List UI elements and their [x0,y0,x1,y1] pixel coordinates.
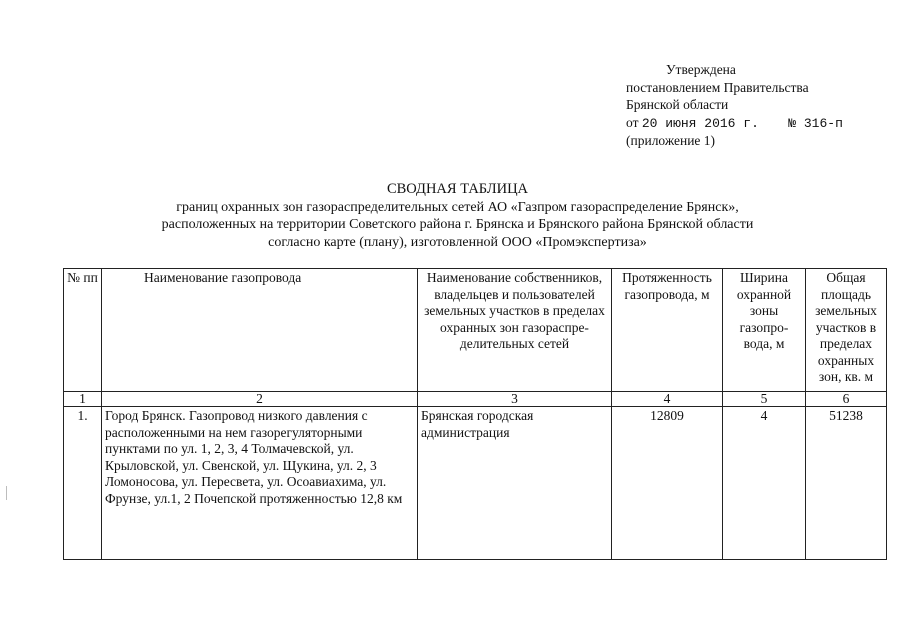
column-number-row [64,392,887,407]
column-number: 3 [418,392,612,407]
approval-date: 20 июня 2016 г. [641,115,759,131]
document-heading [90,181,825,251]
table-header-row [64,269,887,392]
header-length: Протяженность газопровода, м [612,269,723,392]
document-subtitle-line2: расположенных на территории Советского района г. Брянска и Брянского района Брянской области [161,217,754,232]
column-number: 2 [102,392,418,407]
row-length: 12809 [612,407,723,560]
column-number: 4 [612,392,723,407]
column-number: 5 [723,392,806,407]
header-pipeline-name: Наименование газопровода [102,269,418,392]
header-number: № пп [64,269,102,392]
header-owners: Наименование собственников, владельцев и пользователей земельных участков в пределах охранных зон газораспре-делительных сетей [418,269,612,392]
document-subtitle-line1: границ охранных зон газораспределительных сетей АО «Газпром газораспределение Брянск», [176,199,739,215]
header-total-area: Общая площадь земельных участков в пределах охранных зон, кв. м [806,269,887,392]
approval-date-prefix: от [626,114,639,130]
column-number: 6 [806,392,887,407]
margin-mark [6,486,7,500]
approval-stamp [626,61,843,150]
approval-number: № 316-п [788,115,843,131]
approval-appendix: (приложение 1) [626,133,716,148]
document-title: СВОДНАЯ ТАБЛИЦА [386,181,529,197]
column-number: 1 [64,392,102,407]
approval-line-approved: Утверждена [666,62,736,77]
row-pipeline-name: Город Брянск. Газопровод низкого давления с расположенными на нем газорегуляторными пунктами по ул. 1, 2, 3, 4 Толмачевской, ул. Крыловской, ул. Свенской, ул. Щукина, ул. 2, 3 Ломоносова, ул. Пересвета, ул. Осоавиахима, ул. Фрунзе, ул.1, 2 Почепской протяженностью 12,8 км [102,407,418,560]
document-subtitle-line3: согласно карте (плану), изготовленной ООО «Промэкспертиза» [268,234,647,250]
row-owners: Брянская городская администрация [418,407,612,560]
header-zone-width: Ширина охранной зоны газопро-вода, м [723,269,806,392]
row-total-area: 51238 [806,407,887,560]
approval-date-line [626,114,843,133]
approval-line-resolution: постановлением Правительства [626,79,809,95]
row-zone-width: 4 [723,407,806,560]
approval-line-region: Брянской области [626,97,729,112]
summary-table [63,268,887,560]
row-number: 1. [64,407,102,560]
table-row [64,407,887,560]
